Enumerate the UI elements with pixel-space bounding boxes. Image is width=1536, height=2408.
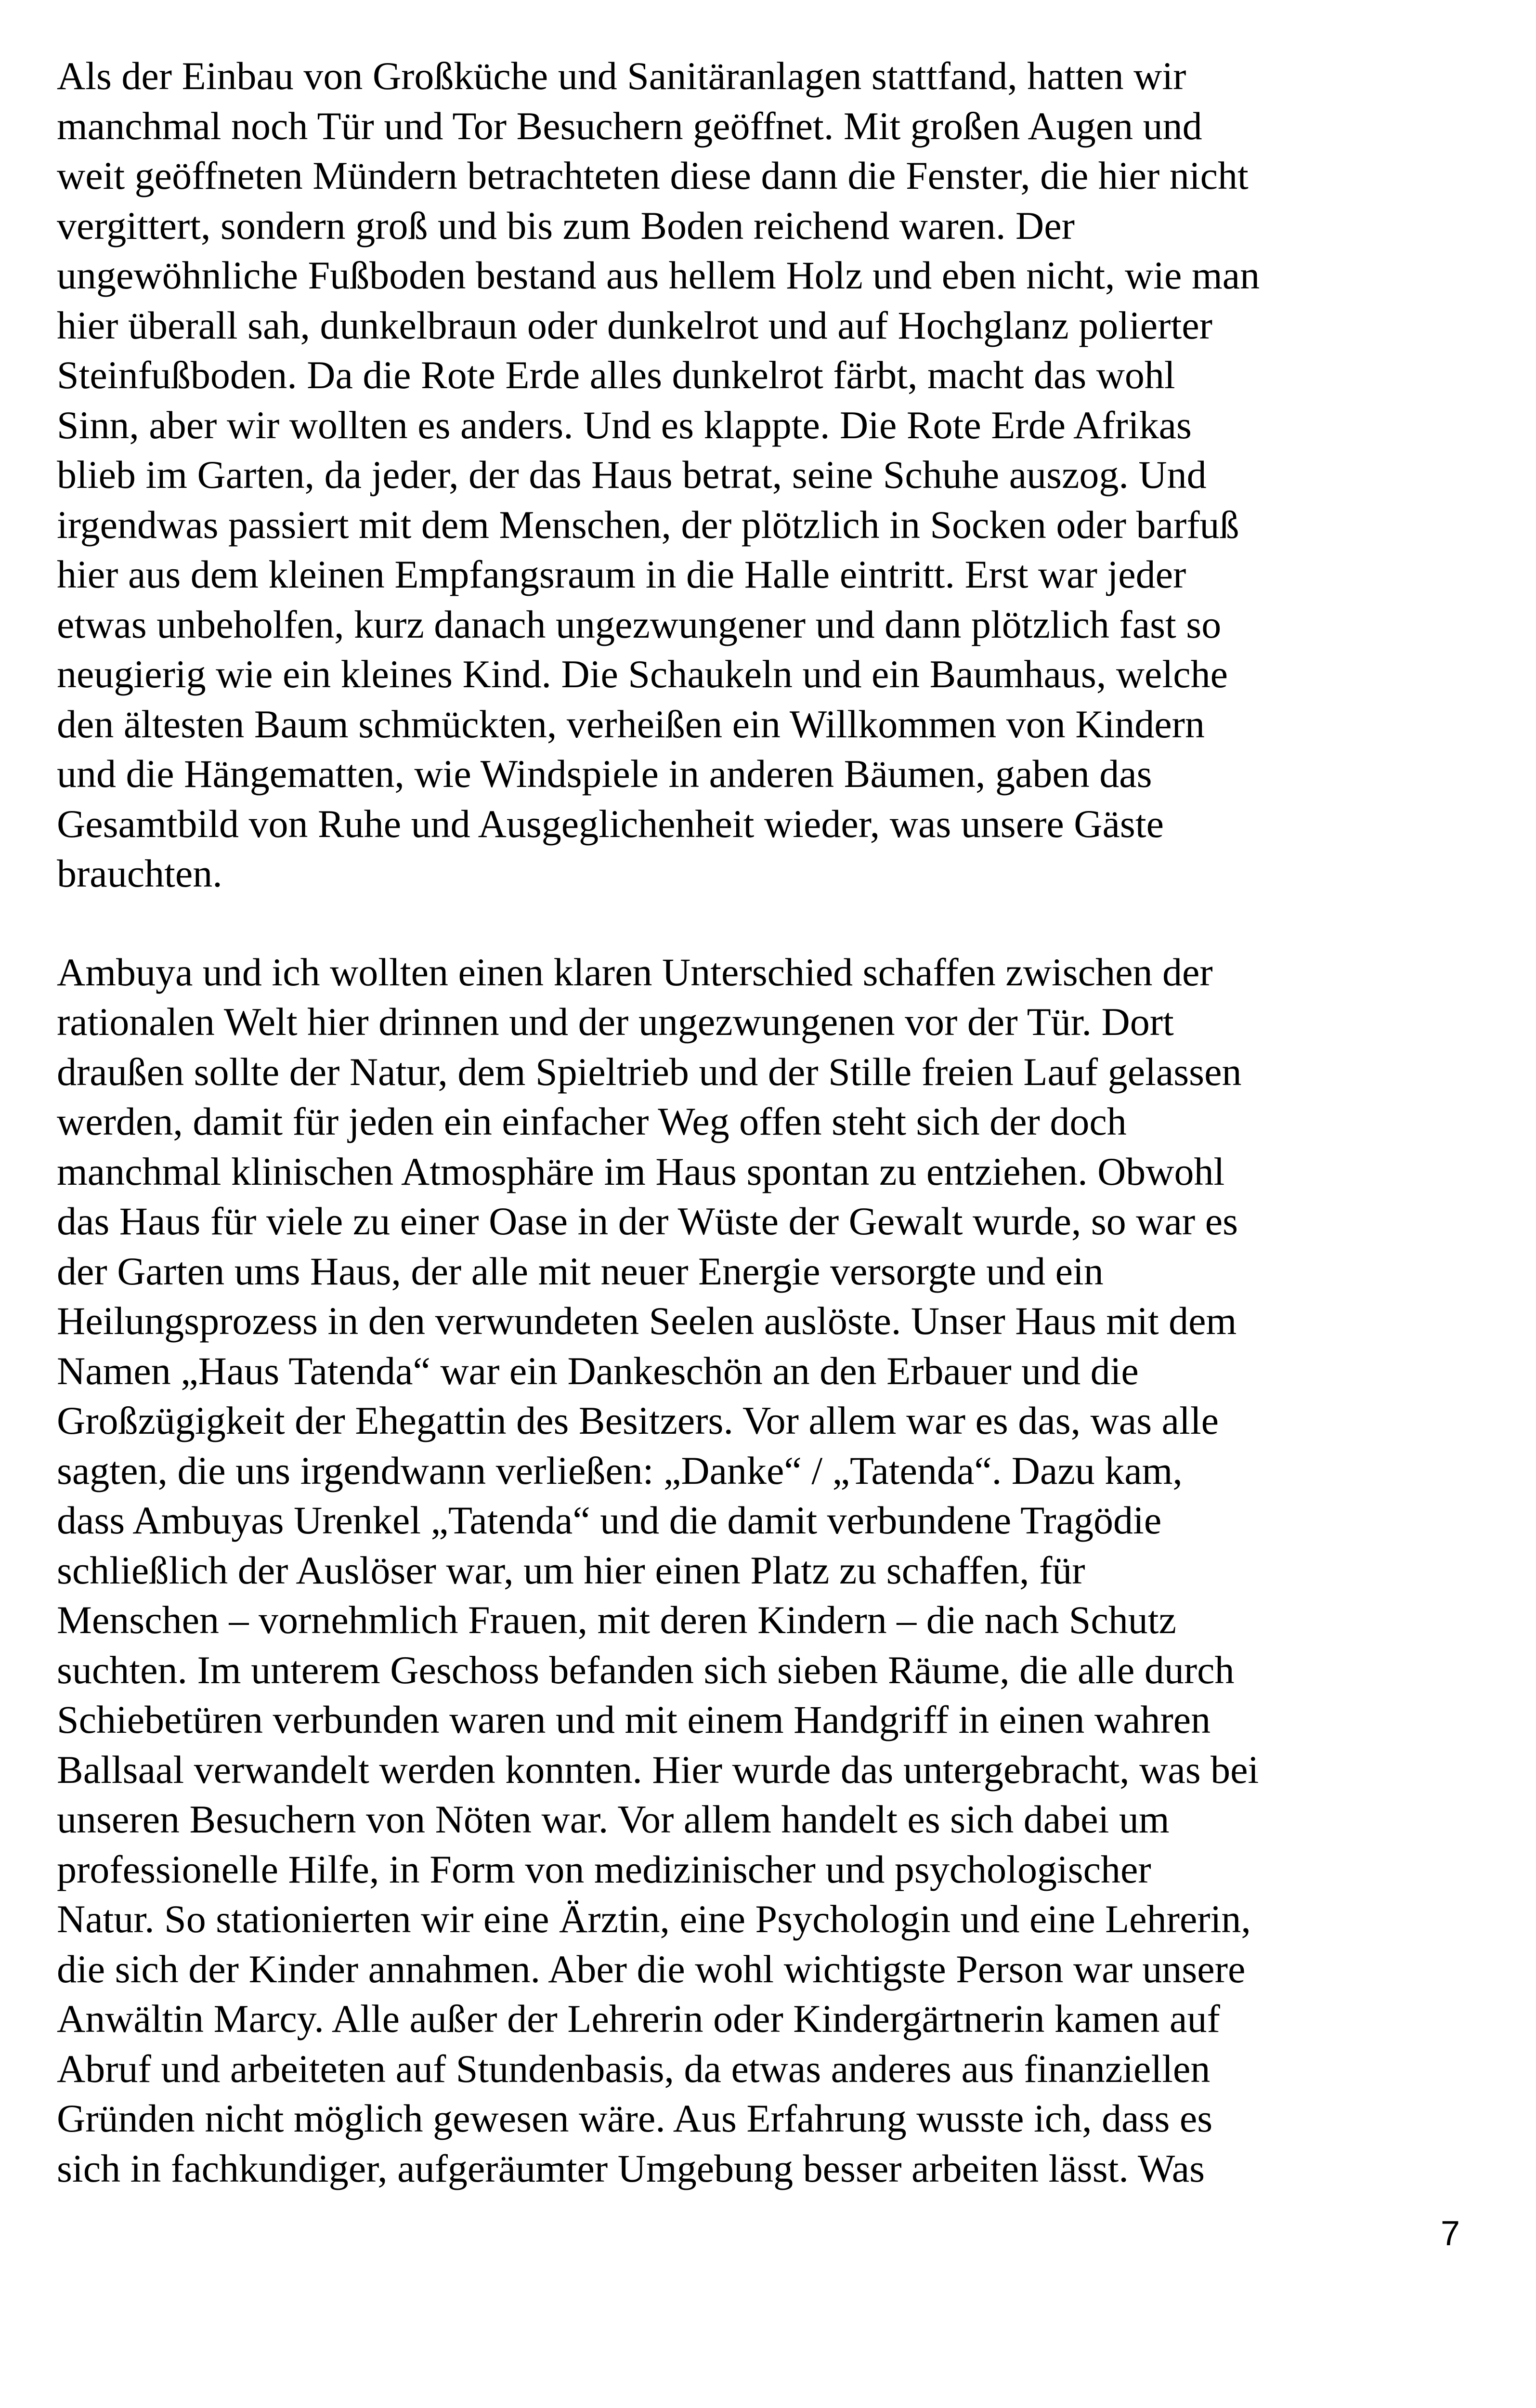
text-line: und die Hängematten, wie Windspiele in anderen Bäumen, gaben das [57, 752, 1152, 796]
text-line: werden, damit für jeden ein einfacher Weg offen steht sich der doch [57, 1099, 1127, 1143]
text-line: Abruf und arbeiteten auf Stundenbasis, da etwas anderes aus finanziellen [57, 2046, 1211, 2091]
text-line: dass Ambuyas Urenkel „Tatenda“ und die damit verbundene Tragödie [57, 1498, 1162, 1542]
text-line: professionelle Hilfe, in Form von medizinischer und psychologischer [57, 1847, 1151, 1891]
text-line: schließlich der Auslöser war, um hier einen Platz zu schaffen, für [57, 1548, 1085, 1592]
text-line: neugierig wie ein kleines Kind. Die Schaukeln und ein Baumhaus, welche [57, 652, 1228, 696]
text-line: unseren Besuchern von Nöten war. Vor allem handelt es sich dabei um [57, 1797, 1170, 1841]
text-line: Gesamtbild von Ruhe und Ausgeglichenheit wieder, was unsere Gäste [57, 801, 1164, 846]
paragraph-gap [57, 899, 1386, 947]
text-line: rationalen Welt hier drinnen und der ungezwungenen vor der Tür. Dort [57, 1000, 1174, 1044]
text-line: draußen sollte der Natur, dem Spieltrieb und der Stille freien Lauf gelassen [57, 1049, 1242, 1094]
text-line: suchten. Im unterem Geschoss befanden sich sieben Räume, die alle durch [57, 1648, 1235, 1692]
text-line: Menschen – vornehmlich Frauen, mit deren Kindern – die nach Schutz [57, 1598, 1176, 1642]
text-line: sagten, die uns irgendwann verließen: „Danke“ / „Tatenda“. Dazu kam, [57, 1448, 1183, 1492]
text-line: hier überall sah, dunkelbraun oder dunkelrot und auf Hochglanz polierter [57, 303, 1212, 347]
text-line: den ältesten Baum schmückten, verheißen ein Willkommen von Kindern [57, 702, 1205, 746]
text-line: weit geöffneten Mündern betrachteten diese dann die Fenster, die hier nicht [57, 154, 1249, 197]
text-line: Ballsaal verwandelt werden konnten. Hier wurde das untergebracht, was bei [57, 1747, 1259, 1792]
text-line: Sinn, aber wir wollten es anders. Und es klappte. Die Rote Erde Afrikas [57, 403, 1192, 447]
text-line: manchmal noch Tür und Tor Besuchern geöffnet. Mit großen Augen und [57, 104, 1202, 148]
paragraph [57, 947, 1386, 2194]
page-number: 7 [1441, 2214, 1460, 2253]
text-line: Ambuya und ich wollten einen klaren Unterschied schaffen zwischen der [57, 950, 1213, 994]
text-line: sich in fachkundiger, aufgeräumter Umgebung besser arbeiten lässt. Was [57, 2146, 1205, 2190]
text-line: Als der Einbau von Großküche und Sanitäranlagen stattfand, hatten wir [57, 54, 1186, 98]
text-line: Gründen nicht möglich gewesen wäre. Aus Erfahrung wusste ich, dass es [57, 2096, 1213, 2140]
text-line: der Garten ums Haus, der alle mit neuer Energie versorgte und ein [57, 1249, 1104, 1293]
text-line: brauchten. [57, 851, 222, 895]
body-text [57, 51, 1386, 2193]
text-line: blieb im Garten, da jeder, der das Haus betrat, seine Schuhe auszog. Und [57, 453, 1207, 497]
text-line: irgendwas passiert mit dem Menschen, der plötzlich in Socken oder barfuß [57, 502, 1239, 547]
text-line: die sich der Kinder annahmen. Aber die wohl wichtigste Person war unsere [57, 1947, 1246, 1991]
text-line: Schiebetüren verbunden waren und mit einem Handgriff in einen wahren [57, 1698, 1211, 1741]
text-line: ungewöhnliche Fußboden bestand aus hellem Holz und eben nicht, wie man [57, 253, 1260, 297]
text-line: vergittert, sondern groß und bis zum Boden reichend waren. Der [57, 203, 1075, 248]
text-line: Anwältin Marcy. Alle außer der Lehrerin oder Kindergärtnerin kamen auf [57, 1997, 1220, 2041]
text-line: Heilungsprozess in den verwundeten Seelen auslöste. Unser Haus mit dem [57, 1299, 1237, 1343]
text-line: etwas unbeholfen, kurz danach ungezwungener und dann plötzlich fast so [57, 602, 1222, 646]
text-line: Großzügigkeit der Ehegattin des Besitzers. Vor allem war es das, was alle [57, 1399, 1219, 1442]
text-line: Namen „Haus Tatenda“ war ein Dankeschön an den Erbauer und die [57, 1348, 1139, 1393]
text-line: manchmal klinischen Atmosphäre im Haus spontan zu entziehen. Obwohl [57, 1149, 1225, 1193]
text-line: Steinfußboden. Da die Rote Erde alles dunkelrot färbt, macht das wohl [57, 353, 1175, 397]
paragraph [57, 51, 1386, 899]
text-line: hier aus dem kleinen Empfangsraum in die Halle eintritt. Erst war jeder [57, 552, 1186, 596]
text-line: das Haus für viele zu einer Oase in der Wüste der Gewalt wurde, so war es [57, 1199, 1238, 1243]
text-line: Natur. So stationierten wir eine Ärztin, eine Psychologin und eine Lehrerin, [57, 1897, 1251, 1941]
